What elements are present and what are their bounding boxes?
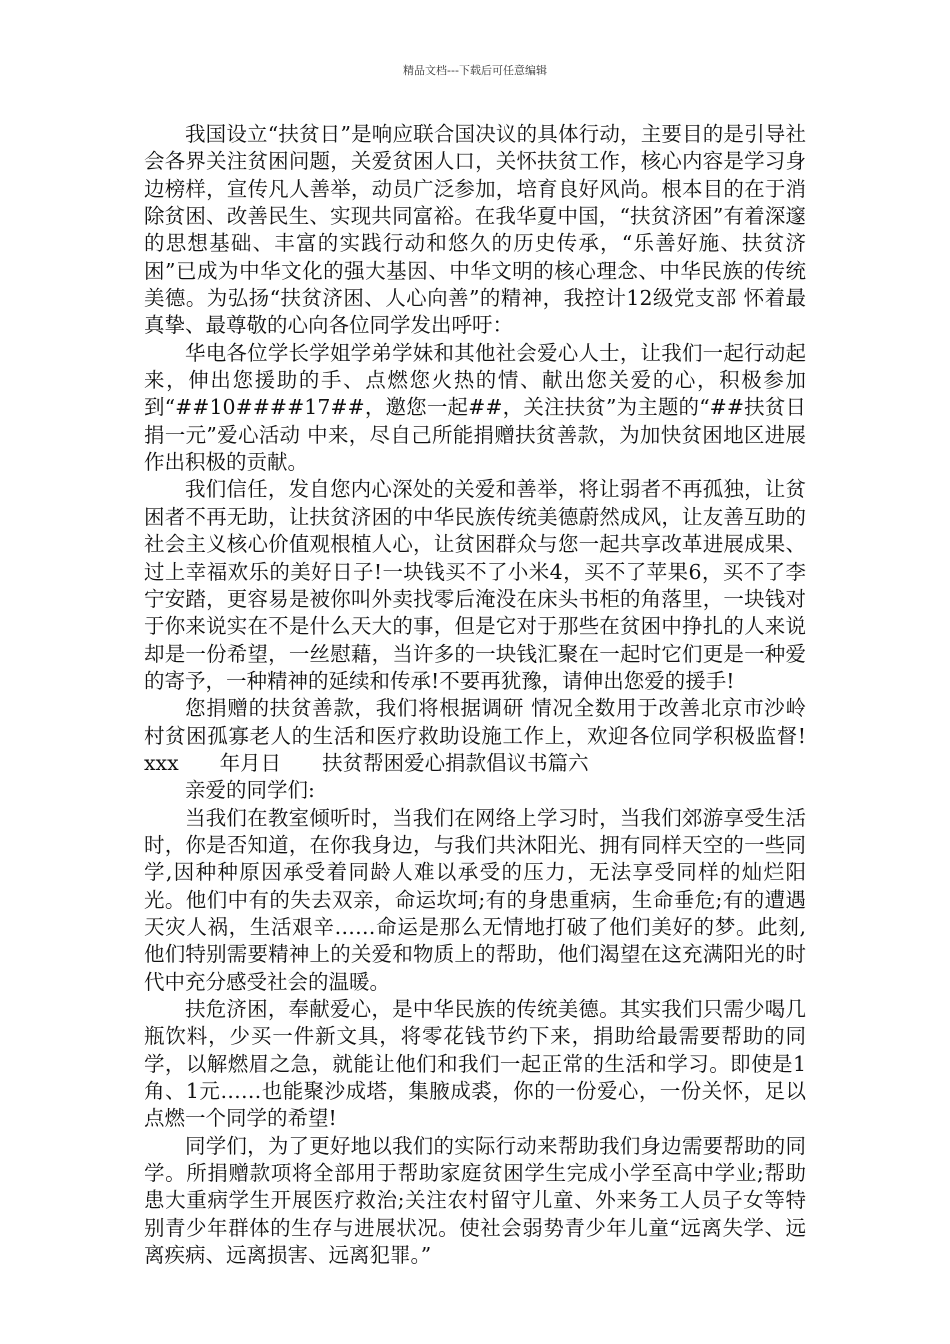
document-body: [144, 121, 847, 1269]
paragraph-closing: 同学们，为了更好地以我们的实际行动来帮助我们身边需要帮助的同学。所捐赠款项将全部用于帮助家庭贫困学生完成小学至高中学业;帮助患大重病学生开展医疗救治;关注农村留守儿童、外来务工人员子女等特别青少年群体的生存与进展状况。使社会弱势青少年儿童“远离失学、远离疾病、远离损害、远离犯罪。”: [144, 1133, 806, 1268]
paragraph-belief: 我们信任，发自您内心深处的关爱和善举，将让弱者不再孤独，让贫困者不再无助，让扶贫济困的中华民族传统美德蔚然成风，让友善互助的社会主义核心价值观根植人心，让贫困群众与您一起共享改革进展成果、过上幸福欢乐的美好日子!一块钱买不了小米4，买不了苹果6，买不了李宁安踏，更容易是被你叫外卖找零后淹没在床头书柜的角落里，一块钱对于你来说实在不是什么天大的事，但是它对于那些在贫困中挣扎的人来说却是一份希望，一丝慰藉，当许多的一块钱汇聚在一起时它们更是一种爱的寄予，一种精神的延续和传承!不要再犹豫，请伸出您爱的援手!: [144, 477, 806, 693]
paragraph-virtue: 扶危济困，奉献爱心，是中华民族的传统美德。其实我们只需少喝几瓶饮料，少买一件新文具，将零花钱节约下来，捐助给最需要帮助的同学，以解燃眉之急，就能让他们和我们一起正常的生活和学习。即使是1角、1元……也能聚沙成塔，集腋成裘，你的一份爱心，一份关怀，足以点燃一个同学的希望!: [144, 997, 806, 1131]
paragraph-students: 当我们在教室倾听时，当我们在网络上学习时，当我们郊游享受生活时，你是否知道，在你我身边，与我们共沐阳光、拥有同样天空的一些同学,因种种原因承受着同龄人难以承受的压力，无法享受同样的灿烂阳光。他们中有的失去双亲，命运坎坷;有的身患重病，生命垂危;有的遭遇天灾人祸，生活艰辛……命运是那么无情地打破了他们美好的梦。此刻,他们特别需要精神上的关爱和物质上的帮助，他们渴望在这充满阳光的时代中充分感受社会的温暖。: [144, 805, 806, 994]
paragraph-appeal: 华电各位学长学姐学弟学妹和其他社会爱心人士，让我们一起行动起来，伸出您援助的手、点燃您火热的情、献出您关爱的心，积极参加到“##10####17##，邀您一起##，关注扶贫”为主题的“##扶贫日捐一元”爱心活动 中来，尽自己所能捐赠扶贫善款，为加快贫困地区进展作出积极的贡献。: [144, 340, 806, 475]
paragraph-intro: 我国设立“扶贫日”是响应联合国决议的具体行动，主要目的是引导社会各界关注贫困问题，关爱贫困人口，关怀扶贫工作，核心内容是学习身边榜样，宣传凡人善举，动员广泛参加，培育良好风尚。根本目的在于消除贫困、改善民生、实现共同富裕。在我华夏中国，“扶贫济困”有着深邃的思想基础、丰富的实践行动和悠久的历史传承，“乐善好施、扶贫济困”已成为中华文化的强大基因、中华文明的核心理念、中华民族的传统美德。为弘扬“扶贫济困、人心向善”的精神，我控计12级党支部 怀着最真挚、最尊敬的心向各位同学发出呼吁：: [144, 122, 806, 338]
paragraph-salutation: 亲爱的同学们:: [185, 778, 315, 803]
page-header: 精品文档---下载后可任意编辑: [403, 64, 547, 77]
paragraph-donation-use: 您捐赠的扶贫善款，我们将根据调研 情况全数用于改善北京市沙岭村贫困孤寡老人的生活和医疗救助设施工作上，欢迎各位同学积极监督! xxx 年月日 扶贫帮困爱心捐款倡议书篇六: [144, 696, 847, 775]
